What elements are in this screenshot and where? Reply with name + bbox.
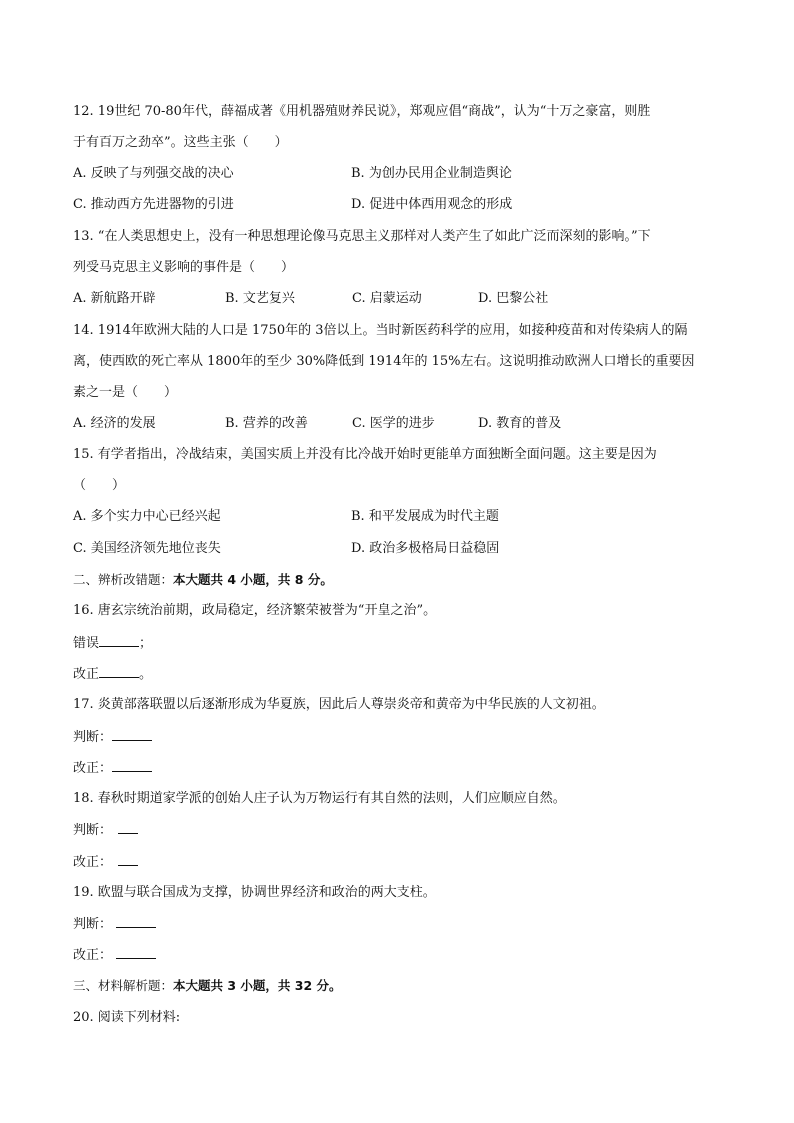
q16-correction-label: 改正 <box>73 667 100 682</box>
section-3-heading <box>73 977 342 995</box>
q16-correction-row <box>73 665 152 684</box>
q18-correction-row <box>73 853 138 872</box>
q16-error-end: ； <box>139 636 153 651</box>
q17-correction-blank[interactable] <box>112 759 152 772</box>
q19-correction-label: 改正： <box>73 948 113 963</box>
q17-judge-row <box>73 728 152 747</box>
q19-stem: 19. 欧盟与联合国成为支撑，协调世界经济和政治的两大支柱。 <box>73 885 436 900</box>
q19-judge-blank[interactable] <box>116 915 156 928</box>
q19-correction-blank[interactable] <box>116 946 156 959</box>
q18-judge-row <box>73 821 138 840</box>
q13-stem-line2: 列受马克思主义影响的事件是（ ） <box>73 260 295 275</box>
q18-stem: 18. 春秋时期道家学派的创始人庄子认为万物运行有其自然的法则，人们应顺应自然。 <box>73 791 566 806</box>
q15-stem-line1: 15. 有学者指出，冷战结束，美国实质上并没有比冷战开始时更能单方面独断全面问题。这主要是因为 <box>73 447 657 462</box>
q16-stem: 16. 唐玄宗统治前期，政局稳定，经济繁荣被誉为“开皇之治”。 <box>73 603 437 618</box>
q15-option-d: D. 政治多极格局日益稳固 <box>351 541 500 556</box>
q20-stem: 20. 阅读下列材料: <box>73 1010 181 1025</box>
q19-judge-row <box>73 915 156 934</box>
q15-option-c: C. 美国经济领先地位丧失 <box>73 541 221 556</box>
q17-stem: 17. 炎黄部落联盟以后逐渐形成为华夏族，因此后人尊崇炎帝和黄帝为中华民族的人文初祖。 <box>73 697 605 712</box>
q18-judge-blank[interactable] <box>118 821 138 834</box>
q14-option-b: B. 营养的改善 <box>225 416 308 431</box>
q17-correction-row <box>73 759 152 778</box>
q14-stem-line3: 素之一是（ ） <box>73 385 178 400</box>
q12-stem-line1: 12. 19世纪 70-80年代，薛福成著《用机器殖财养民说》，郑观应倡“商战”，认为“十万之豪富，则胜 <box>73 104 651 119</box>
q19-judge-label: 判断： <box>73 917 113 932</box>
q16-correction-end: 。 <box>139 667 153 682</box>
q18-correction-label: 改正： <box>73 855 113 870</box>
q13-option-d: D. 巴黎公社 <box>478 291 549 306</box>
section-3-info: 本大题共 3 小题，共 32 分。 <box>173 978 342 993</box>
q13-option-c: C. 启蒙运动 <box>352 291 422 306</box>
q12-option-b: B. 为创办民用企业制造舆论 <box>351 166 512 181</box>
q15-stem-line2: （ ） <box>73 478 126 493</box>
q19-correction-row <box>73 946 156 965</box>
section-2-prefix: 二、辨析改错题： <box>73 572 174 587</box>
section-2-heading <box>73 571 333 589</box>
q16-error-blank[interactable] <box>99 634 139 647</box>
q17-judge-blank[interactable] <box>112 728 152 741</box>
q16-error-row <box>73 634 152 653</box>
q15-option-b: B. 和平发展成为时代主题 <box>351 509 499 524</box>
section-2-info: 本大题共 4 小题，共 8 分。 <box>173 572 333 587</box>
q13-option-b: B. 文艺复兴 <box>225 291 295 306</box>
q15-option-a: A. 多个实力中心已经兴起 <box>73 509 221 524</box>
q14-option-a: A. 经济的发展 <box>73 416 156 431</box>
q18-correction-blank[interactable] <box>118 853 138 866</box>
q12-option-d: D. 促进中体西用观念的形成 <box>351 197 513 212</box>
q14-option-c: C. 医学的进步 <box>352 416 435 431</box>
q12-option-c: C. 推动西方先进器物的引进 <box>73 197 234 212</box>
q16-correction-blank[interactable] <box>99 665 139 678</box>
q17-judge-label: 判断： <box>73 730 113 745</box>
q16-error-label: 错误 <box>73 636 100 651</box>
q13-stem-line1: 13. “在人类思想史上，没有一种思想理论像马克思主义那样对人类产生了如此广泛而深刻的影响。”下 <box>73 229 651 244</box>
q12-stem-line2: 于有百万之劲卒”。这些主张（ ） <box>73 135 288 150</box>
q14-stem-line1: 14. 1914年欧洲大陆的人口是 1750年的 3倍以上。当时新医药科学的应用，如接种疫苗和对传染病人的隔 <box>73 323 688 338</box>
q12-option-a: A. 反映了与列强交战的决心 <box>73 166 234 181</box>
q14-option-d: D. 教育的普及 <box>478 416 562 431</box>
section-3-prefix: 三、材料解析题： <box>73 978 174 993</box>
q17-correction-label: 改正： <box>73 761 113 776</box>
q18-judge-label: 判断： <box>73 823 113 838</box>
q14-stem-line2: 离，使西欧的死亡率从 1800年的至少 30%降低到 1914年的 15%左右。这说明推动欧洲人口增长的重要因 <box>73 354 695 369</box>
q13-option-a: A. 新航路开辟 <box>73 291 156 306</box>
